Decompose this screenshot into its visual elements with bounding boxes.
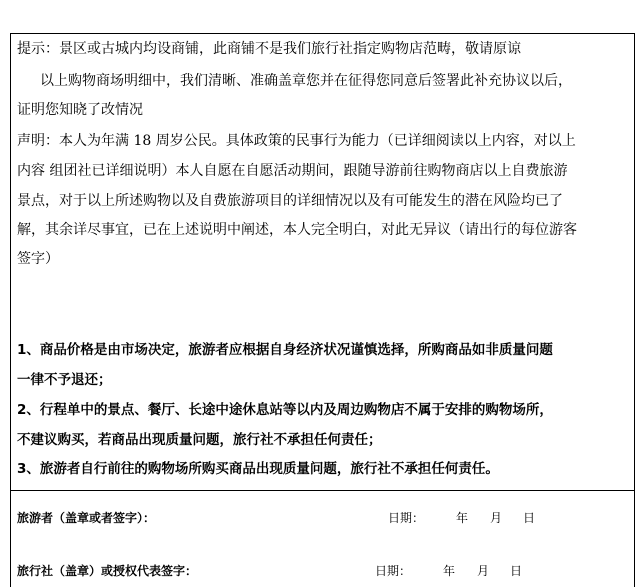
tourist-signature-label: 旅游者（盖章或者签字）： [17,511,156,525]
agency-date-label: 日期： [375,564,412,578]
signature-divider [10,490,635,491]
declaration-line-2: 内容 组团社已详细说明）本人自愿在自愿活动期间，跟随导游前往购物商店以上自费旅游 [17,163,568,179]
declaration-line-5: 签字） [17,251,59,267]
declaration-line-3: 景点，对于以上所述购物以及自费旅游项目的详细情况以及有可能发生的潜在风险均已了 [17,193,563,209]
tourist-date-day: 日 [523,511,536,525]
notice-confirm-line-2: 证明您知晓了改情况 [17,102,143,118]
notice-tip: 提示：景区或古城内均设商铺，此商铺不是我们旅行社指定购物店范畴，敬请原谅 [17,41,521,57]
term-3: 3、旅游者自行前往的购物场所购买商品出现质量问题，旅行社不承担任何责任。 [17,461,499,477]
term-2-line-2: 不建议购买，若商品出现质量问题，旅行社不承担任何责任； [17,432,382,448]
term-2-line-1: 2、行程单中的景点、餐厅、长途中途休息站等以内及周边购物店不属于安排的购物场所， [17,402,553,418]
agency-date-year: 年 [443,564,456,578]
tourist-date-month: 月 [490,511,503,525]
notice-confirm-line-1: 以上购物商场明细中，我们清晰、准确盖章您并在征得您同意后签署此补充协议以后， [40,73,572,89]
tourist-date-label: 日期： [388,511,425,525]
declaration-line-4: 解，其余详尽事宜，已在上述说明中阐述，本人完全明白，对此无异议（请出行的每位游客 [17,222,577,238]
term-1-line-2: 一律不予退还； [17,372,112,388]
tourist-date-year: 年 [456,511,469,525]
agency-signature-label: 旅行社（盖章）或授权代表签字： [17,564,198,578]
agency-date-month: 月 [477,564,490,578]
term-1-line-1: 1、商品价格是由市场决定，旅游者应根据自身经济状况谨慎选择，所购商品如非质量问题 [17,342,553,358]
declaration-line-1: 声明：本人为年满 18 周岁公民。具体政策的民事行为能力（已详细阅读以上内容，对以上 [17,133,576,149]
agency-date-day: 日 [510,564,523,578]
